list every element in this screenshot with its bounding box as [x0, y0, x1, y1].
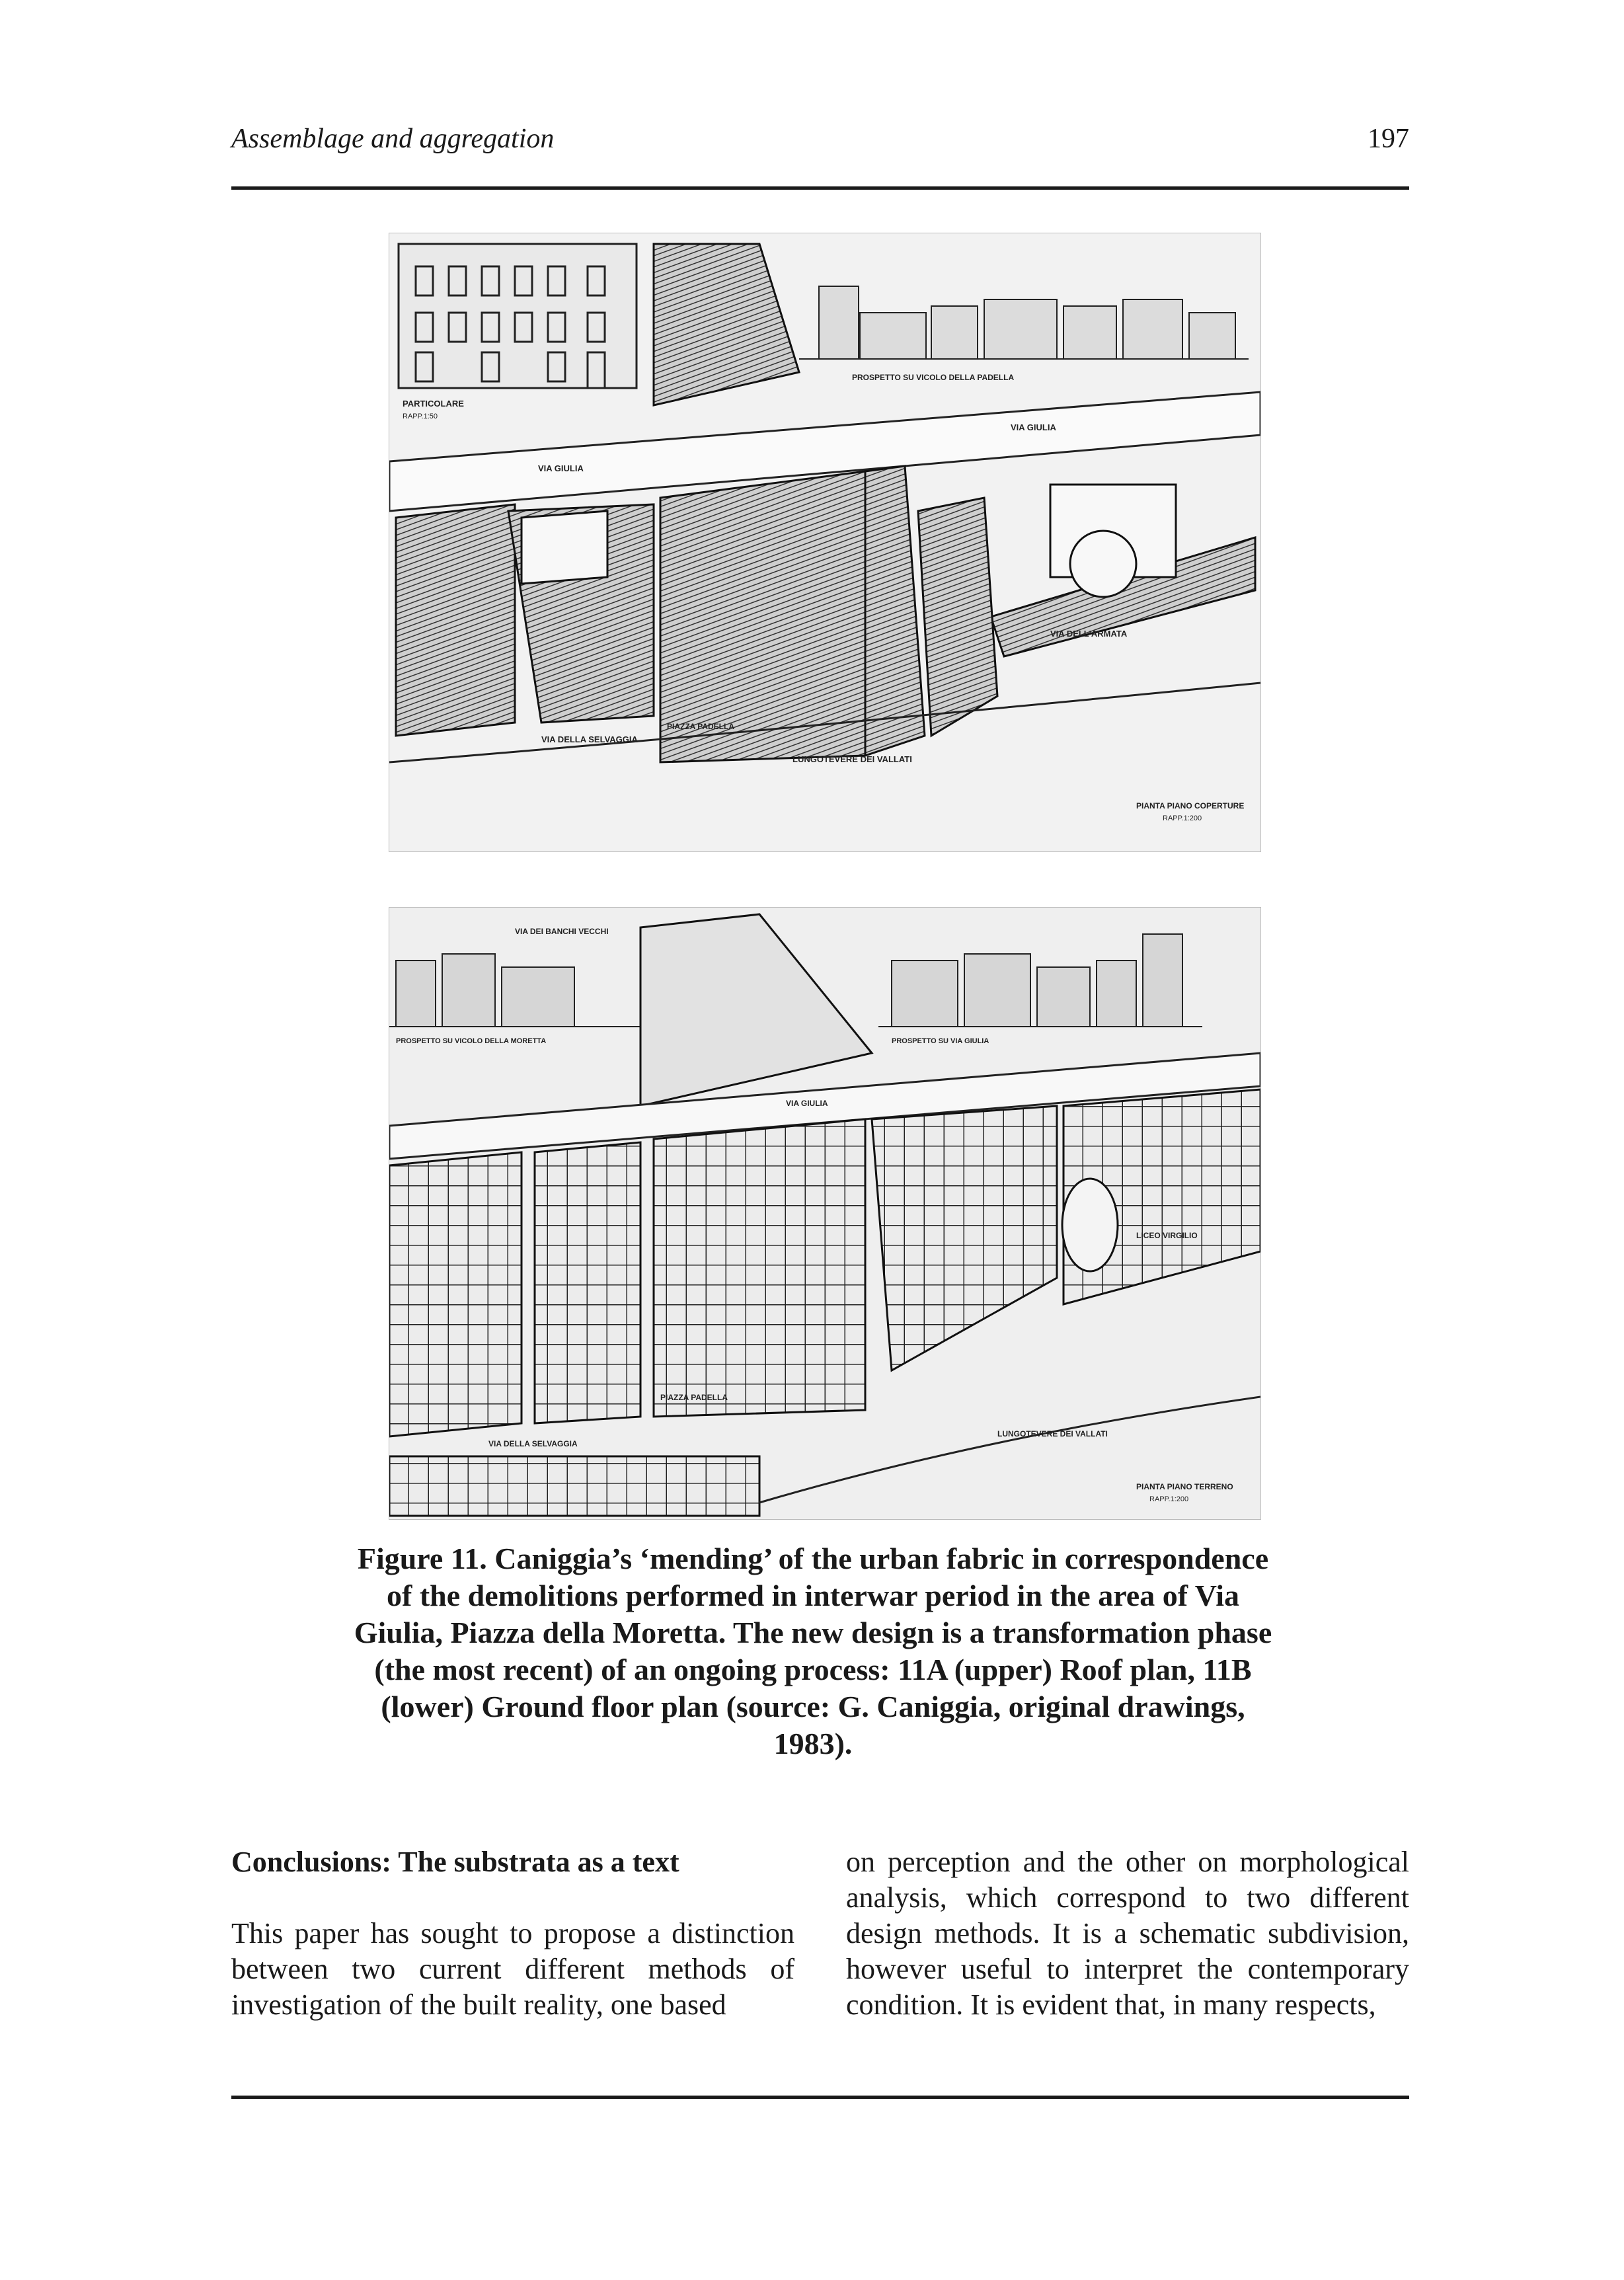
- header-rule: [231, 186, 1409, 190]
- label-via-giulia-ground: VIA GIULIA: [786, 1099, 828, 1108]
- label-scale-roof: RAPP.1:200: [1163, 814, 1202, 822]
- label-via-giulia-right: VIA GIULIA: [1011, 422, 1056, 432]
- label-via-selvaggia-ground: VIA DELLA SELVAGGIA: [488, 1439, 578, 1448]
- figure-caption: Figure 11. Caniggia’s ‘mending’ of the urban fabric in correspondence of the demolitions performed in interwar period in the area of Via Giulia, Piazza della Moretta. The new design is a transformation phase (the most recent) of an ongoing process: 11A (upper) Roof plan, 11B (lower) Ground floor plan (source: G. Caniggia, original drawings, 1983).: [354, 1542, 1272, 1760]
- text-column-left: [231, 1844, 794, 2023]
- label-pianta-coperture: PIANTA PIANO COPERTURE: [1136, 801, 1245, 810]
- label-scale-detail: RAPP.1:50: [403, 413, 438, 420]
- page-number: 197: [1368, 124, 1409, 154]
- section-heading: Conclusions: The substrata as a text: [231, 1846, 679, 1878]
- label-scale-ground: RAPP.1:200: [1149, 1495, 1189, 1503]
- footer-rule: [231, 2096, 1409, 2099]
- label-pianta-terreno: PIANTA PIANO TERRENO: [1136, 1482, 1233, 1491]
- label-prospetto-padella: PROSPETTO SU VICOLO DELLA PADELLA: [852, 373, 1015, 382]
- label-lungotevere-ground: LUNGOTEVERE DEI VALLATI: [997, 1429, 1108, 1438]
- label-prospetto-moretta: PROSPETTO SU VICOLO DELLA MORETTA: [396, 1037, 547, 1045]
- body-paragraph-left: This paper has sought to propose a distinction between two current different methods of investigation of the built reality, one based: [231, 1917, 794, 2021]
- label-lungotevere: LUNGOTEVERE DEI VALLATI: [793, 754, 912, 764]
- label-prospetto-giulia: PROSPETTO SU VIA GIULIA: [892, 1037, 989, 1045]
- label-particolare: PARTICOLARE: [403, 399, 464, 409]
- label-via-banchi: VIA DEI BANCHI VECCHI: [515, 927, 609, 936]
- text-column-right: [846, 1844, 1409, 2023]
- label-piazza-padella: PIAZZA PADELLA: [667, 722, 734, 731]
- elevation-detail: [399, 244, 637, 388]
- label-via-giulia-left: VIA GIULIA: [538, 463, 584, 473]
- label-via-selvaggia: VIA DELLA SELVAGGIA: [541, 734, 638, 744]
- label-piazza-padella-ground: PIAZZA PADELLA: [660, 1393, 728, 1402]
- label-via-arenula: VIA DELL'ARMATA: [1050, 629, 1128, 639]
- label-liceo: LICEO VIRGILIO: [1136, 1231, 1198, 1240]
- figure-11a-roof-plan: [389, 233, 1261, 852]
- running-head: [231, 123, 1409, 163]
- running-title: Assemblage and aggregation: [231, 124, 555, 154]
- body-paragraph-right: on perception and the other on morphological analysis, which correspond to two different design methods. It is a schematic subdivision, however useful to interpret the contemporary condition. It is evident that, in many respects,: [846, 1846, 1409, 2021]
- figure-11b-ground-plan: [389, 907, 1261, 1520]
